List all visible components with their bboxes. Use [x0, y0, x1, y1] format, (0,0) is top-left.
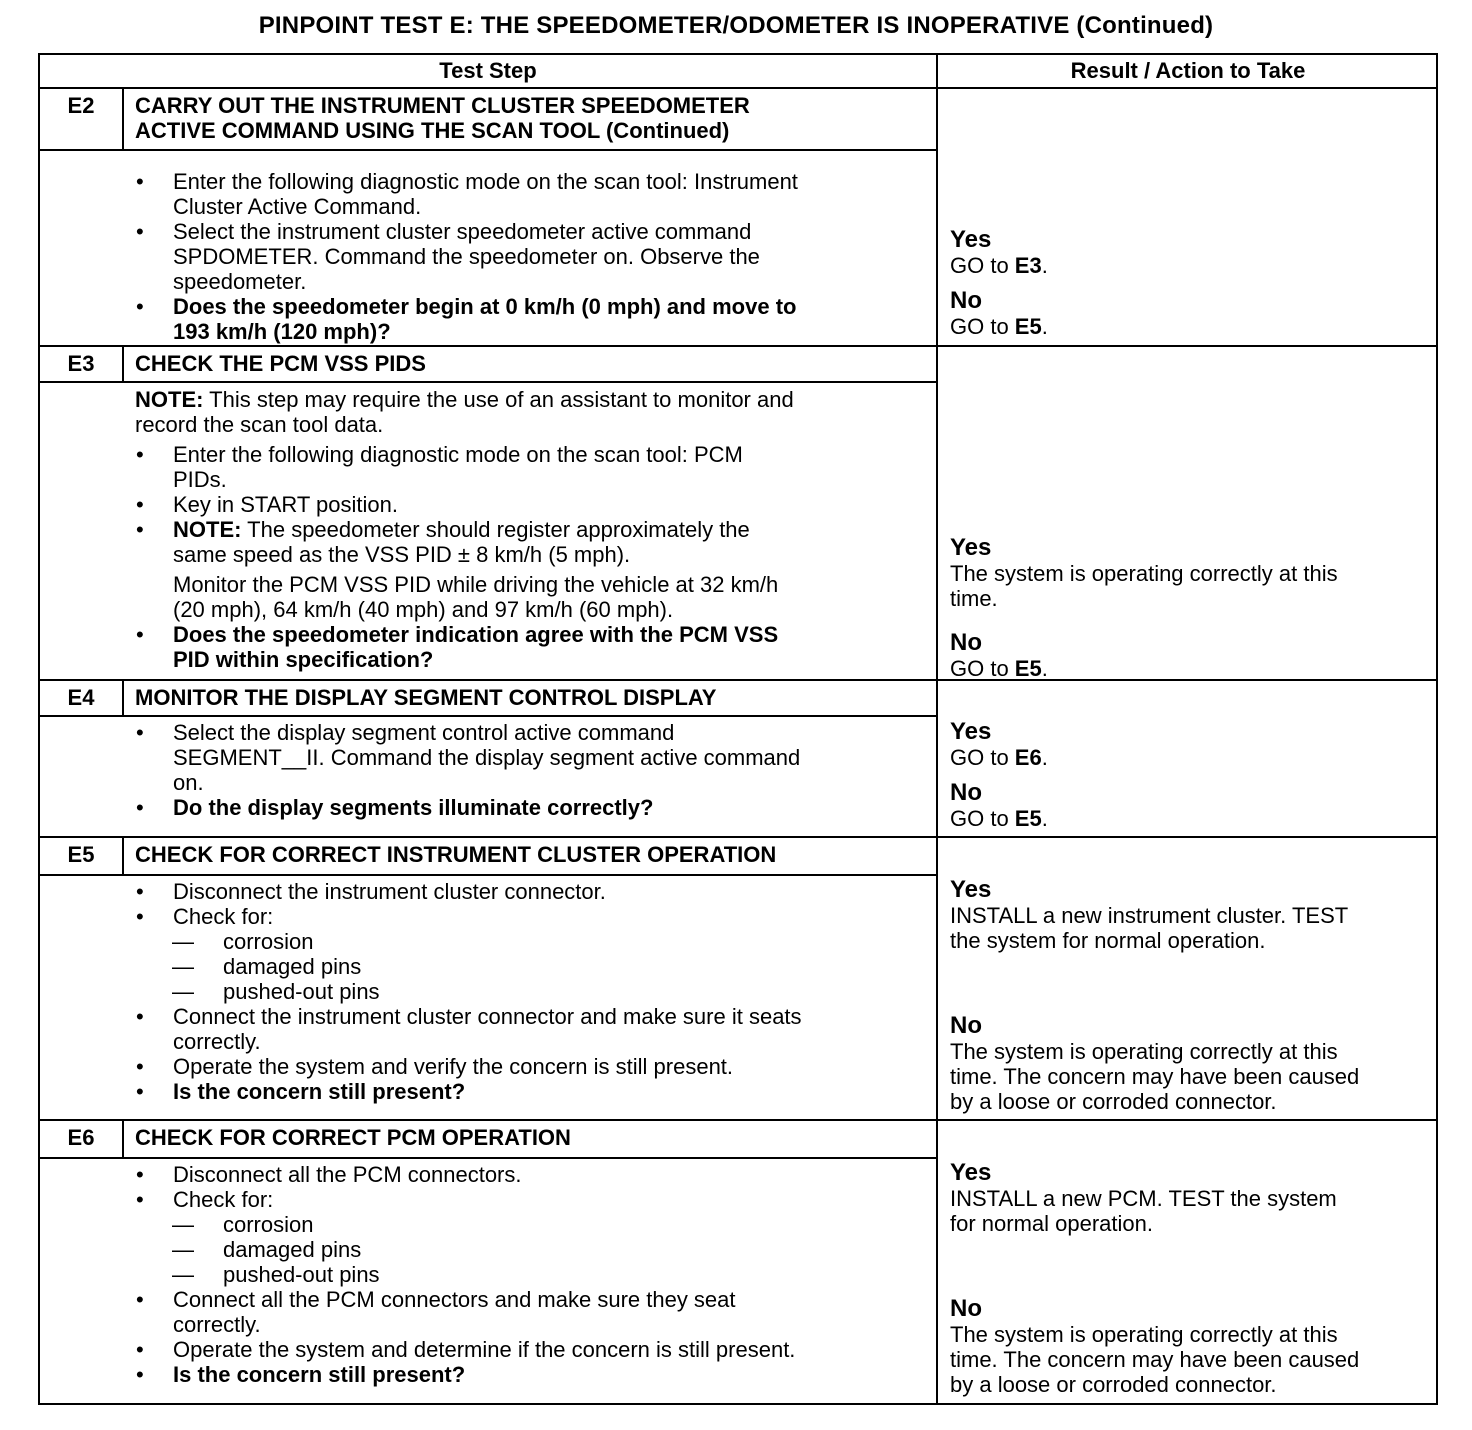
bullet-icon: •: [136, 622, 144, 647]
result-action: [950, 1186, 1430, 1236]
step-id: E2: [40, 89, 124, 149]
action-text: GO to: [950, 745, 1015, 770]
dash-icon: —: [172, 1262, 194, 1287]
action-text: GO to: [950, 656, 1015, 681]
bullet-icon: •: [136, 795, 144, 820]
dash-icon: —: [172, 929, 194, 954]
instruction-text: Enter the following diagnostic mode on the scan tool: Instrument Cluster Active Command.: [173, 169, 798, 219]
instruction-text: Key in START position.: [173, 492, 398, 517]
instruction-item: [40, 517, 936, 567]
result-no: [950, 1296, 1430, 1397]
test-step-cell: [40, 838, 938, 1119]
bullet-icon: •: [136, 294, 144, 319]
step-instructions: [40, 169, 936, 344]
instruction-item: [40, 720, 936, 795]
result-cell: [938, 681, 1436, 836]
instruction-item: [40, 572, 936, 622]
instruction-item: [40, 1187, 936, 1212]
result-label: No: [950, 287, 982, 314]
instruction-item: [40, 219, 936, 294]
action-text-end: .: [1041, 253, 1048, 278]
check-item: [40, 954, 936, 979]
bullet-icon: •: [136, 169, 144, 194]
result-label: No: [950, 1295, 982, 1322]
bullet-icon: •: [136, 492, 144, 517]
bullet-icon: •: [136, 1079, 144, 1104]
bullet-icon: •: [136, 720, 144, 745]
step-instructions: [40, 1162, 936, 1387]
header-test-step: Test Step: [40, 55, 938, 89]
instruction-item: [40, 387, 936, 437]
page-title: PINPOINT TEST E: THE SPEEDOMETER/ODOMETER IS INOPERATIVE (Continued): [258, 12, 1214, 39]
check-item: [40, 1237, 936, 1262]
instruction-text: Operate the system and verify the concern is still present.: [173, 1054, 734, 1079]
dash-icon: —: [172, 954, 194, 979]
step-title-row: [40, 838, 936, 876]
instruction-item: [40, 1362, 936, 1387]
instruction-text: The speedometer should register approximately the same speed as the VSS PID ± 8 km/h (5 mph).: [173, 517, 750, 567]
bullet-icon: •: [136, 1287, 144, 1312]
action-text-end: .: [1041, 806, 1048, 831]
result-cell: [938, 838, 1436, 1119]
bullet-icon: •: [136, 904, 144, 929]
result-cell: [938, 89, 1436, 345]
test-step-cell: [40, 681, 938, 836]
action-text: INSTALL a new instrument cluster. TEST the system for normal operation.: [950, 903, 1349, 953]
result-action: [950, 561, 1430, 611]
instruction-text: Enter the following diagnostic mode on the scan tool: PCM PIDs.: [173, 442, 743, 492]
instruction-text: Monitor the PCM VSS PID while driving the vehicle at 32 km/h (20 mph), 64 km/h (40 mph) and 97 km/h (60 mph).: [173, 572, 779, 622]
result-action: [950, 1322, 1430, 1397]
action-text: GO to: [950, 314, 1015, 339]
action-text-end: .: [1041, 314, 1048, 339]
note-label: NOTE:: [173, 517, 242, 542]
instruction-text: Disconnect the instrument cluster connector.: [173, 879, 606, 904]
result-action: [950, 1039, 1430, 1114]
instruction-text: Is the concern still present?: [173, 1362, 466, 1387]
step-title-row: [40, 347, 936, 383]
bullet-icon: •: [136, 1362, 144, 1387]
instruction-text: corrosion: [223, 929, 314, 954]
dash-icon: —: [172, 1237, 194, 1262]
instruction-item: [40, 1054, 936, 1079]
bullet-icon: •: [136, 1187, 144, 1212]
bullet-icon: •: [136, 1337, 144, 1362]
check-item: [40, 929, 936, 954]
bullet-icon: •: [136, 1162, 144, 1187]
action-text: GO to: [950, 253, 1015, 278]
test-step-e4: [40, 681, 1436, 838]
instruction-text: Connect the instrument cluster connector and make sure it seats correctly.: [173, 1004, 802, 1054]
instruction-text: damaged pins: [223, 1237, 362, 1262]
result-action: [950, 745, 1430, 770]
instruction-item: [40, 622, 936, 672]
dash-icon: —: [172, 979, 194, 1004]
instruction-item: [40, 1079, 936, 1104]
instruction-text: Does the speedometer begin at 0 km/h (0 mph) and move to 193 km/h (120 mph)?: [173, 294, 797, 344]
result-yes: [950, 1160, 1430, 1236]
instruction-item: [40, 1337, 936, 1362]
result-yes: [950, 877, 1430, 953]
result-label: Yes: [950, 534, 992, 561]
test-step-cell: [40, 89, 938, 345]
test-step-cell: [40, 1121, 938, 1405]
result-no: [950, 630, 1430, 681]
instruction-item: [40, 879, 936, 904]
result-label: Yes: [950, 226, 992, 253]
instruction-text: Disconnect all the PCM connectors.: [173, 1162, 522, 1187]
result-yes: [950, 535, 1430, 611]
step-title-row: [40, 681, 936, 717]
test-step-e2: [40, 89, 1436, 347]
step-title-row: [40, 89, 936, 151]
action-text: GO to: [950, 806, 1015, 831]
bullet-icon: •: [136, 442, 144, 467]
result-label: Yes: [950, 876, 992, 903]
result-no: [950, 780, 1430, 831]
bullet-icon: •: [136, 879, 144, 904]
instruction-item: [40, 492, 936, 517]
action-text-end: .: [1041, 656, 1048, 681]
step-title: CHECK FOR CORRECT PCM OPERATION: [135, 1125, 571, 1150]
goto-step[interactable]: E3: [1014, 253, 1042, 278]
instruction-item: [40, 795, 936, 820]
step-title: CARRY OUT THE INSTRUMENT CLUSTER SPEEDOMETER ACTIVE COMMAND USING THE SCAN TOOL (Continued): [135, 93, 750, 143]
action-text: The system is operating correctly at this time.: [950, 561, 1338, 611]
result-cell: [938, 1121, 1436, 1405]
instruction-item: [40, 1287, 936, 1337]
result-action: [950, 903, 1430, 953]
test-step-e6: [40, 1121, 1436, 1405]
goto-step[interactable]: E5: [1014, 806, 1042, 831]
check-item: [40, 979, 936, 1004]
instruction-text: This step may require the use of an assistant to monitor and record the scan tool data.: [135, 387, 794, 437]
step-instructions: [40, 720, 936, 820]
dash-icon: —: [172, 1212, 194, 1237]
result-no: [950, 288, 1430, 339]
instruction-text: Operate the system and determine if the concern is still present.: [173, 1337, 796, 1362]
step-id: E3: [40, 347, 124, 381]
result-label: Yes: [950, 718, 992, 745]
bullet-icon: •: [136, 219, 144, 244]
instruction-item: [40, 169, 936, 219]
instruction-text: damaged pins: [223, 954, 362, 979]
instruction-item: [40, 1162, 936, 1187]
step-id: E6: [40, 1121, 124, 1157]
instruction-text: Select the instrument cluster speedometer active command SPDOMETER. Command the speedometer on. Observe the speedometer.: [173, 219, 760, 294]
instruction-text: pushed-out pins: [223, 1262, 380, 1287]
step-title: CHECK FOR CORRECT INSTRUMENT CLUSTER OPERATION: [135, 842, 777, 867]
instruction-item: [40, 904, 936, 929]
action-text: INSTALL a new PCM. TEST the system for normal operation.: [950, 1186, 1337, 1236]
note-label: NOTE:: [135, 387, 204, 412]
bullet-icon: •: [136, 517, 144, 542]
result-label: No: [950, 629, 982, 656]
instruction-text: Does the speedometer indication agree with the PCM VSS PID within specification?: [173, 622, 779, 672]
instruction-item: [40, 294, 936, 344]
instruction-text: Select the display segment control active command SEGMENT__II. Command the display segment active command on.: [173, 720, 801, 795]
instruction-text: Check for:: [173, 904, 274, 929]
step-instructions: [40, 387, 936, 672]
result-label: No: [950, 779, 982, 806]
pinpoint-test-table: [38, 53, 1438, 1405]
action-text-end: .: [1041, 745, 1048, 770]
goto-step[interactable]: E5: [1014, 656, 1042, 681]
instruction-text: Is the concern still present?: [173, 1079, 466, 1104]
action-text: The system is operating correctly at this time. The concern may have been caused by a loose or corroded connector.: [950, 1322, 1360, 1397]
action-text: The system is operating correctly at this time. The concern may have been caused by a loose or corroded connector.: [950, 1039, 1360, 1114]
result-label: Yes: [950, 1159, 992, 1186]
instruction-text: Do the display segments illuminate correctly?: [173, 795, 654, 820]
step-title: CHECK THE PCM VSS PIDS: [135, 351, 426, 376]
bullet-icon: •: [136, 1054, 144, 1079]
result-no: [950, 1013, 1430, 1114]
check-item: [40, 1212, 936, 1237]
result-action: [950, 253, 1430, 278]
instruction-item: [40, 1004, 936, 1054]
instruction-text: corrosion: [223, 1212, 314, 1237]
instruction-text: Check for:: [173, 1187, 274, 1212]
step-id: E5: [40, 838, 124, 874]
step-instructions: [40, 879, 936, 1104]
test-step-e5: [40, 838, 1436, 1121]
step-title: MONITOR THE DISPLAY SEGMENT CONTROL DISPLAY: [135, 685, 717, 710]
goto-step[interactable]: E5: [1014, 314, 1042, 339]
result-action: [950, 656, 1430, 681]
result-yes: [950, 227, 1430, 278]
test-step-e3: [40, 347, 1436, 681]
bullet-icon: •: [136, 1004, 144, 1029]
goto-step[interactable]: E6: [1014, 745, 1042, 770]
step-title-row: [40, 1121, 936, 1159]
header-result: Result / Action to Take: [938, 55, 1438, 89]
result-cell: [938, 347, 1436, 679]
result-label: No: [950, 1012, 982, 1039]
result-action: [950, 806, 1430, 831]
step-id: E4: [40, 681, 124, 715]
check-item: [40, 1262, 936, 1287]
result-action: [950, 314, 1430, 339]
instruction-text: pushed-out pins: [223, 979, 380, 1004]
test-step-cell: [40, 347, 938, 679]
result-yes: [950, 719, 1430, 770]
instruction-item: [40, 442, 936, 492]
instruction-text: Connect all the PCM connectors and make sure they seat correctly.: [173, 1287, 736, 1337]
